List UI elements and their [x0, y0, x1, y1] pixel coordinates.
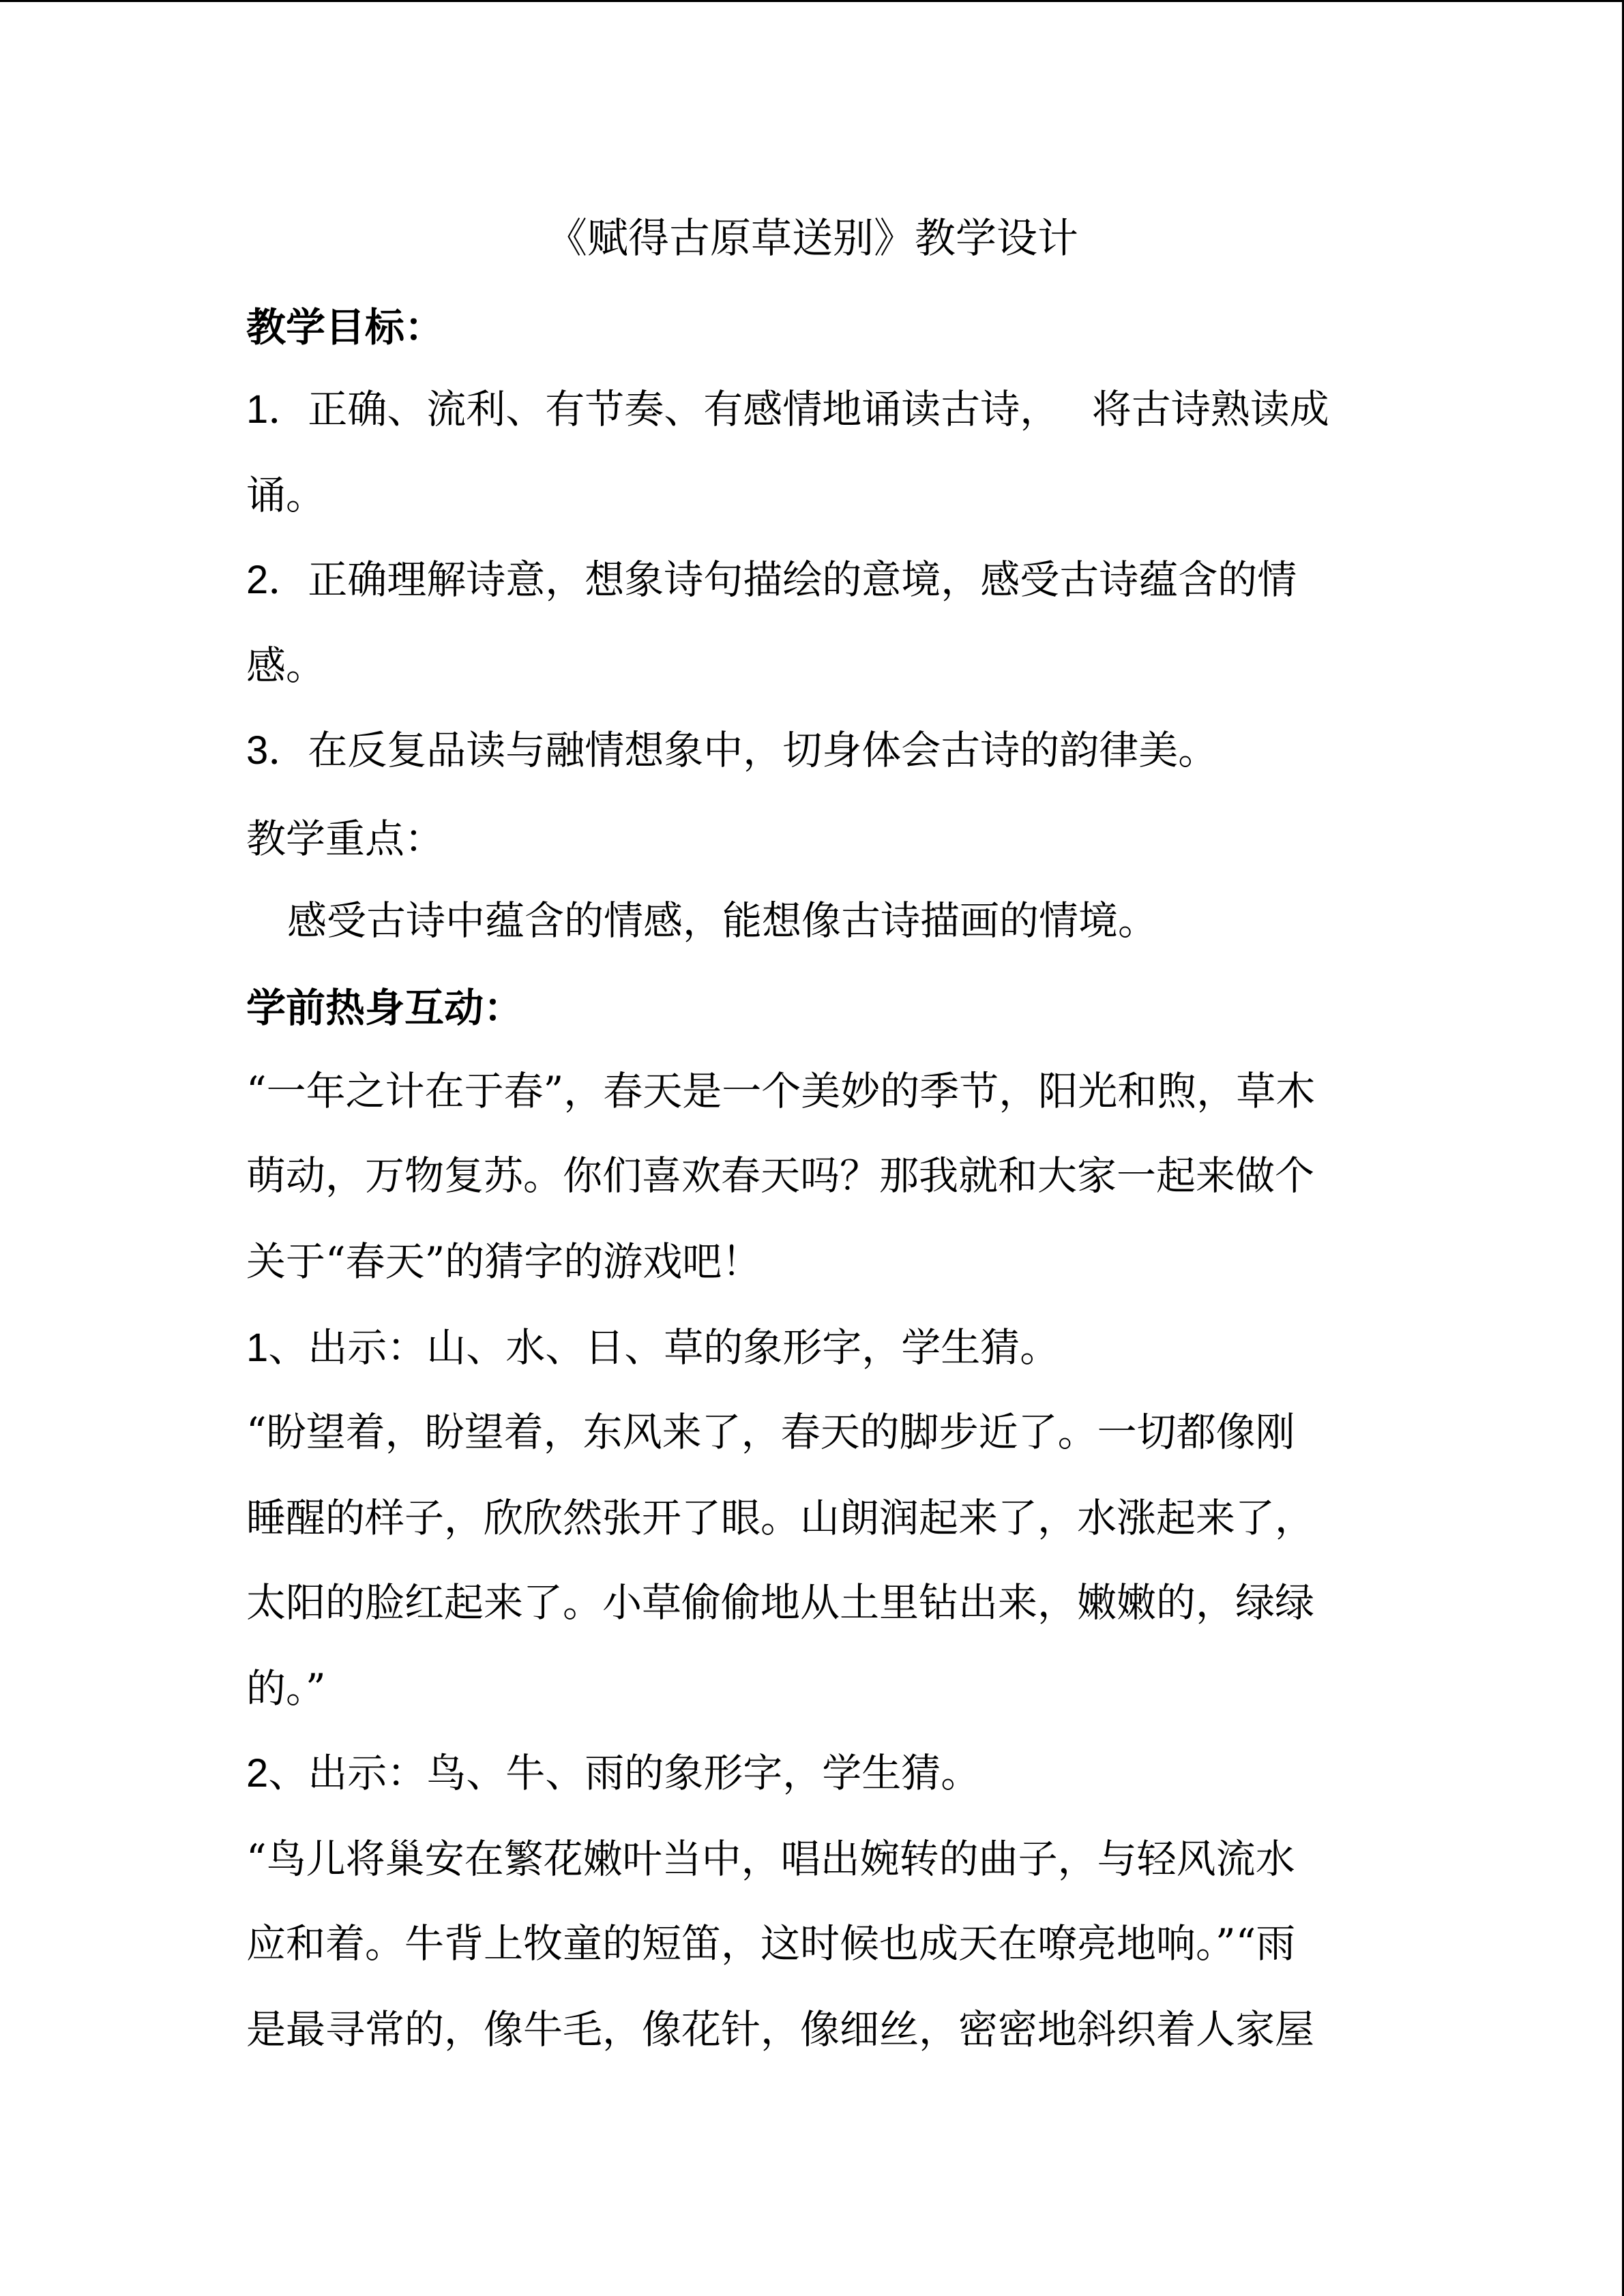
- quote-1-line-3: 太阳的脸红起来了。小草偷偷地从土里钻出来，嫩嫩的，绿绿: [246, 1579, 1315, 1626]
- page-border-top: [0, 0, 1624, 2]
- objective-item-2: [246, 546, 1297, 614]
- key-point-text: 感受古诗中蕴含的情感，能想像古诗描画的情境。: [287, 897, 1158, 944]
- quote-1-line-2: 睡醒的样子，欣欣然张开了眼。山朗润起来了，水涨起来了，: [246, 1495, 1315, 1541]
- step-1-text: 出示：山、水、日、草的象形字，学生猜。: [308, 1324, 1060, 1371]
- quote-2-line-1: “鸟儿将巢安在繁花嫩叶当中，唱出婉转的曲子，与轻风流水: [246, 1836, 1295, 1882]
- objective-1-number: 1．: [246, 387, 308, 432]
- warmup-intro-line-2: 萌动，万物复苏。你们喜欢春天吗？那我就和大家一起来做个: [246, 1152, 1315, 1199]
- step-2-text: 出示：鸟、牛、雨的象形字，学生猜。: [308, 1750, 981, 1796]
- warmup-step-1: [246, 1313, 1059, 1382]
- warmup-heading: 学前热身互动：: [246, 985, 524, 1031]
- quote-2-line-3: 是最寻常的，像牛毛，像花针，像细丝，密密地斜织着人家屋: [246, 2006, 1315, 2053]
- key-point-heading: 教学重点：: [246, 816, 445, 862]
- document-title: 《赋得古原草送别》教学设计: [546, 215, 1078, 263]
- objective-2-continuation: 感。: [246, 642, 326, 689]
- objective-2-text: 正确理解诗意，想象诗句描绘的意境，感受古诗蕴含的情: [308, 556, 1297, 603]
- quote-2-line-2: 应和着。牛背上牧童的短笛，这时候也成天在嘹亮地响。”“雨: [246, 1920, 1296, 1967]
- warmup-intro-line-1: “一年之计在于春”，春天是一个美妙的季节，阳光和煦，草木: [246, 1068, 1316, 1114]
- objective-3-number: 3．: [246, 728, 308, 773]
- quote-1-line-1: “盼望着，盼望着，东风来了，春天的脚步近了。一切都像刚: [246, 1409, 1295, 1455]
- step-1-number: 1、: [246, 1326, 308, 1370]
- objective-3-text: 在反复品读与融情想象中，切身体会古诗的韵律美。: [308, 727, 1218, 773]
- quote-1-line-4: 的。”: [246, 1665, 326, 1712]
- warmup-intro-line-3: 关于“春天”的猜字的游戏吧！: [246, 1238, 762, 1285]
- objective-2-number: 2．: [246, 558, 308, 602]
- objectives-heading: 教学目标：: [246, 304, 445, 351]
- objective-item-3: [246, 716, 1217, 785]
- objective-1-text: 正确、流利、有节奏、有感情地诵读古诗， 将古诗熟读成: [308, 386, 1329, 432]
- step-2-number: 2、: [246, 1751, 308, 1795]
- warmup-step-2: [246, 1739, 980, 1808]
- objective-item-1: [246, 375, 1329, 444]
- objective-1-continuation: 诵。: [246, 472, 326, 518]
